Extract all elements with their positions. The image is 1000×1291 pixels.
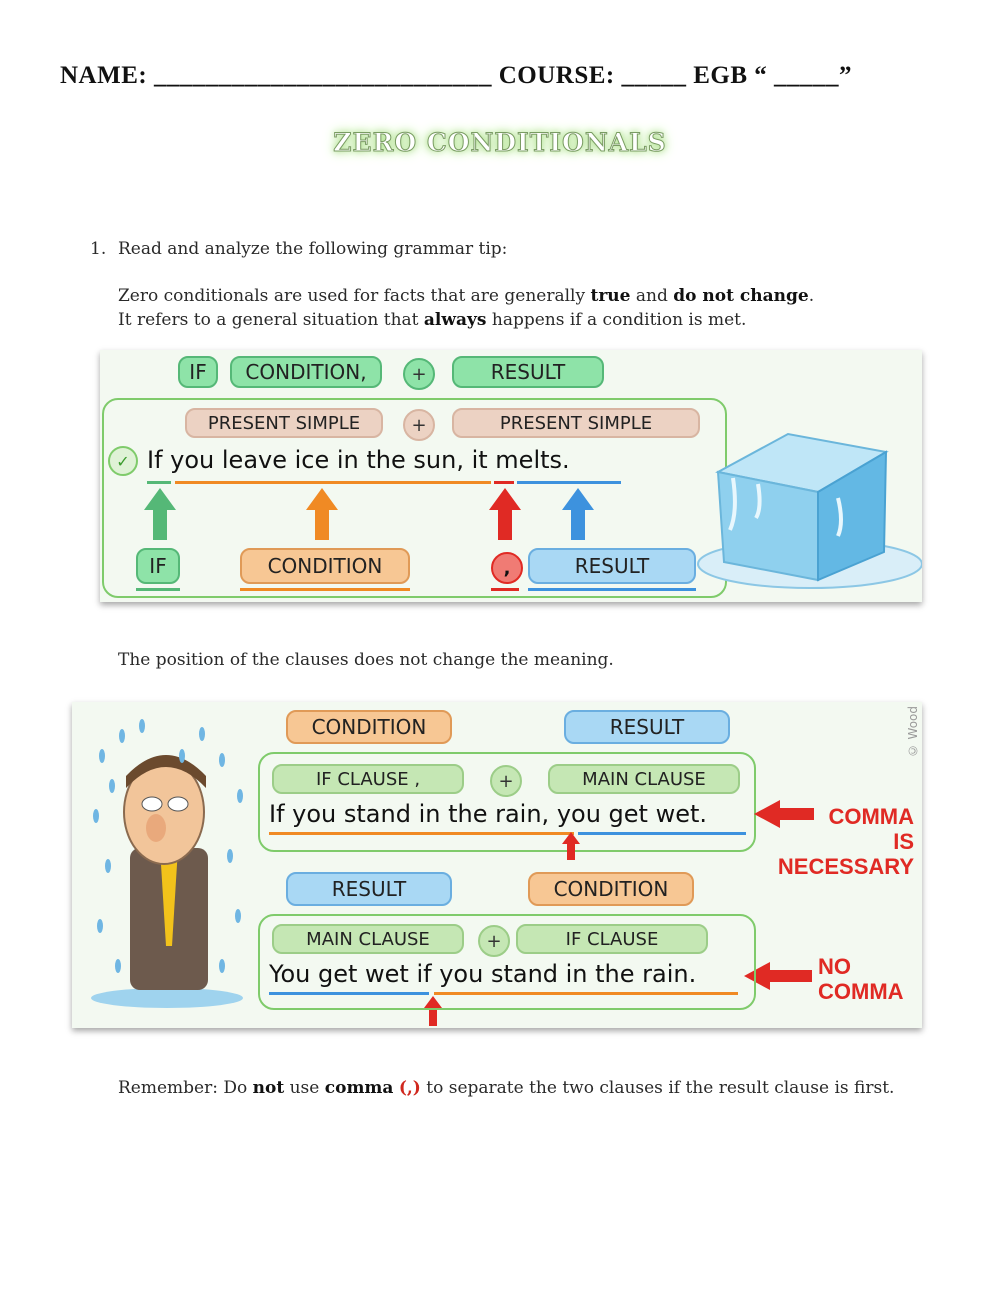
plus-sign-2: + <box>478 925 510 957</box>
comma-symbol: (,) <box>398 1078 421 1098</box>
result-label-2: RESULT <box>286 872 452 906</box>
plus-sign-1: + <box>490 765 522 797</box>
up-arrow-icon-1 <box>562 832 580 860</box>
bottom-if-underline <box>136 588 180 591</box>
bottom-comma-underline <box>491 588 519 591</box>
bottom-if-label: IF <box>136 548 180 584</box>
ice-cube-image <box>678 412 922 602</box>
intro-paragraph: Zero conditionals are used for facts that are generally true and do not change. It refers to a general situation that always happens if a condition is met. <box>118 286 815 330</box>
page-title: ZERO CONDITIONALS <box>333 128 667 157</box>
result-label-1: RESULT <box>564 710 730 744</box>
tense-label-right: PRESENT SIMPLE <box>452 408 700 438</box>
condition-label: CONDITION, <box>230 356 382 388</box>
if-label: IF <box>178 356 218 388</box>
green-arrow-icon <box>144 488 176 540</box>
sentence2: You get wet if you stand in the rain. <box>269 960 697 988</box>
note2-line2: COMMA <box>818 979 904 1004</box>
bottom-comma-label: , <box>491 552 523 584</box>
item-number: 1. <box>90 239 107 259</box>
condition-label-1: CONDITION <box>286 710 452 744</box>
comma-necessary-note <box>756 804 914 879</box>
example-sentence: If you leave ice in the sun, it melts. <box>147 446 570 474</box>
blue-arrow-icon <box>562 488 594 540</box>
copyright-mark: © Wood <box>906 706 920 758</box>
tense-label-left: PRESENT SIMPLE <box>185 408 383 438</box>
clause-order-figure <box>72 702 922 1028</box>
condition-label-2: CONDITION <box>528 872 694 906</box>
note1-line1: COMMA <box>828 804 914 829</box>
main-clause-label: MAIN CLAUSE <box>548 764 740 794</box>
orange-arrow-icon <box>306 488 338 540</box>
note2-line1: NO <box>818 954 851 979</box>
bottom-result-label: RESULT <box>528 548 696 584</box>
note1-line2: IS NECESSARY <box>777 829 914 879</box>
check-icon: ✓ <box>108 446 138 476</box>
sentence2-result-underline <box>269 992 429 995</box>
if-clause-label: IF CLAUSE , <box>272 764 464 794</box>
sentence2-condition-underline <box>434 992 738 995</box>
tense-plus-sign: + <box>403 409 435 441</box>
bottom-condition-underline <box>240 588 410 591</box>
if-clause-label-2: IF CLAUSE <box>516 924 708 954</box>
result-label: RESULT <box>452 356 604 388</box>
bottom-result-underline <box>528 588 696 591</box>
remember-note: Remember: Do not use comma (,) to separate the two clauses if the result clause is first. <box>118 1078 895 1098</box>
no-comma-note <box>818 954 904 1004</box>
plus-sign: + <box>403 358 435 390</box>
red-arrow-icon <box>489 488 521 540</box>
sentence1: If you stand in the rain, you get wet. <box>269 800 708 828</box>
zero-conditional-structure-figure <box>100 350 922 602</box>
main-clause-label-2: MAIN CLAUSE <box>272 924 464 954</box>
instruction-text: Read and analyze the following grammar tip: <box>118 239 508 259</box>
position-note: The position of the clauses does not change the meaning. <box>118 650 614 670</box>
bottom-condition-label: CONDITION <box>240 548 410 584</box>
header-name-course-line: NAME: __________________________ COURSE: _____ EGB “ _____” <box>60 62 853 89</box>
